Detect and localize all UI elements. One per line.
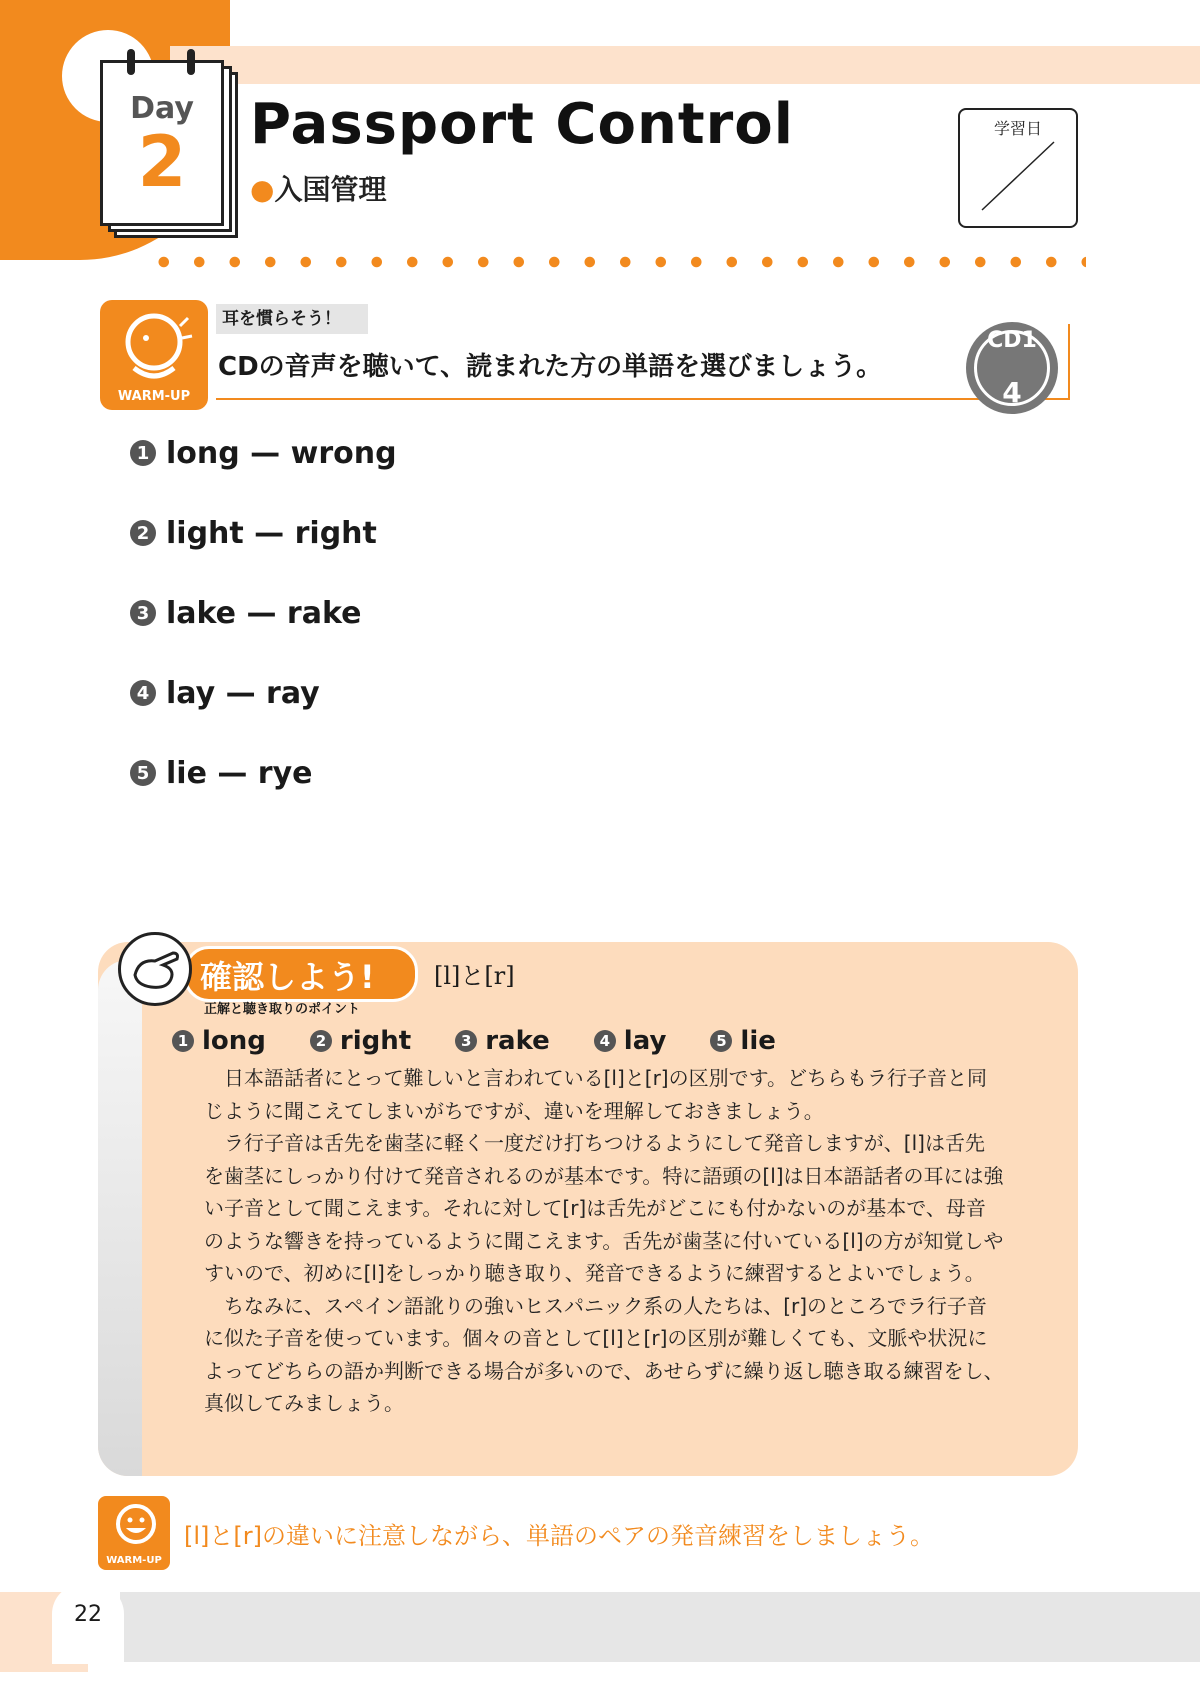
cd-label: CD1 xyxy=(987,328,1037,353)
word-pair-text: light — right xyxy=(166,515,377,551)
calendar-ring xyxy=(187,49,195,75)
warmup-instruction: CDの音声を聴いて、読まれた方の単語を選びましょう。 xyxy=(218,352,883,382)
check-subtitle: [l]と[r] xyxy=(434,962,515,990)
item-number: 2 xyxy=(130,520,156,546)
explanation-paragraph: 日本語話者にとって難しいと言われている[l]と[r]の区別です。どちらもラ行子音と同じように聞こえてしまいがちですが、違いを理解しておきましょう。 xyxy=(204,1066,987,1123)
dotted-divider xyxy=(146,256,1086,268)
header-band xyxy=(170,46,1200,84)
answer-item xyxy=(710,1026,775,1056)
answer-number: 1 xyxy=(172,1030,194,1052)
subtitle-text: 入国管理 xyxy=(274,173,387,206)
item-number: 5 xyxy=(130,760,156,786)
word-pair-text: long — wrong xyxy=(166,435,397,471)
word-pair[interactable] xyxy=(130,515,397,551)
warmup-underline xyxy=(216,398,1070,400)
answer-number: 4 xyxy=(594,1030,616,1052)
item-number: 3 xyxy=(130,600,156,626)
calendar-ring xyxy=(127,49,135,75)
footer-band xyxy=(120,1592,1200,1662)
answer-word: lie xyxy=(740,1026,776,1056)
word-pair[interactable] xyxy=(130,675,397,711)
word-pair-text: lie — rye xyxy=(166,755,313,791)
explanation-text xyxy=(204,1062,1004,1420)
word-pair[interactable] xyxy=(130,595,397,631)
warmup-icon xyxy=(100,300,208,410)
page-subtitle xyxy=(250,168,386,208)
explanation-paragraph: ちなみに、スペイン語訛りの強いヒスパニック系の人たちは、[r]のところでラ行子音に似た子音を使っています。個々の音として[l]と[r]の区別が難しくても、文脈や状況によってどちらの語か判断できる場合が多いので、あせらずに繰り返し聴き取る練習をし、真似してみましょう。 xyxy=(204,1293,1004,1415)
bullet-icon: ● xyxy=(250,173,275,206)
study-date-box[interactable] xyxy=(958,108,1078,228)
answer-word: long xyxy=(202,1026,266,1056)
word-pair-list xyxy=(130,435,397,838)
word-pair-text: lay — ray xyxy=(166,675,320,711)
practice-instruction: [l]と[r]の違いに注意しながら、単語のペアの発音練習をしましょう。 xyxy=(184,1522,934,1550)
word-pair[interactable] xyxy=(130,435,397,471)
item-number: 1 xyxy=(130,440,156,466)
page-number: 22 xyxy=(74,1602,102,1627)
item-number: 4 xyxy=(130,680,156,706)
listening-face-icon xyxy=(114,308,194,382)
calendar-icon xyxy=(100,60,224,226)
date-slash-icon xyxy=(960,110,1076,226)
answer-word: right xyxy=(339,1026,412,1056)
answer-number: 2 xyxy=(310,1030,332,1052)
answer-item xyxy=(172,1026,266,1056)
answer-list xyxy=(172,1026,820,1056)
word-pair[interactable] xyxy=(130,755,397,791)
warmup-icon-label: WARM-UP xyxy=(117,389,191,404)
check-note: 正解と聴き取りのポイント xyxy=(204,1002,361,1017)
answer-item xyxy=(455,1026,550,1056)
answer-number: 5 xyxy=(710,1030,732,1052)
word-pair-text: lake — rake xyxy=(166,595,362,631)
hand-drawing xyxy=(121,935,189,1003)
check-section-shadow xyxy=(98,960,142,1476)
pointing-hand-icon xyxy=(118,932,192,1006)
answer-number: 3 xyxy=(455,1030,477,1052)
smiling-face-icon xyxy=(108,1500,160,1550)
answer-item xyxy=(310,1026,411,1056)
answer-word: rake xyxy=(485,1026,550,1056)
study-date-label: 学習日 xyxy=(993,119,1042,138)
cd-track-icon[interactable] xyxy=(966,322,1058,414)
check-title: 確認しよう! xyxy=(200,958,375,996)
cd-track-number: 4 xyxy=(1002,376,1022,409)
day-label: Day xyxy=(130,91,194,126)
answer-word: lay xyxy=(623,1026,667,1056)
practice-icon-label: WARM-UP xyxy=(106,1555,162,1566)
warmup-tag: 耳を慣らそう！ xyxy=(216,304,368,334)
explanation-paragraph: ラ行子音は舌先を歯茎に軽く一度だけ打ちつけるようにして発音しますが、[l]は舌先を歯茎にしっかり付けて発音されるのが基本です。特に語頭の[l]は日本語話者の耳には強い子音として聞こえます。それに対して[r]は舌先がどこにも付かないのが基本で、母音のような響きを持っているように聞こえます。舌先が歯茎に付いている[l]の方が知覚しやすいので、初めに[l]をしっかり聴き取り、発音できるように練習するとよいでしょう。 xyxy=(204,1131,1004,1285)
day-number: 2 xyxy=(137,121,187,203)
page-title: Passport Control xyxy=(250,92,794,157)
practice-icon xyxy=(98,1496,170,1570)
answer-item xyxy=(594,1026,667,1056)
warmup-side-line xyxy=(1068,324,1070,400)
